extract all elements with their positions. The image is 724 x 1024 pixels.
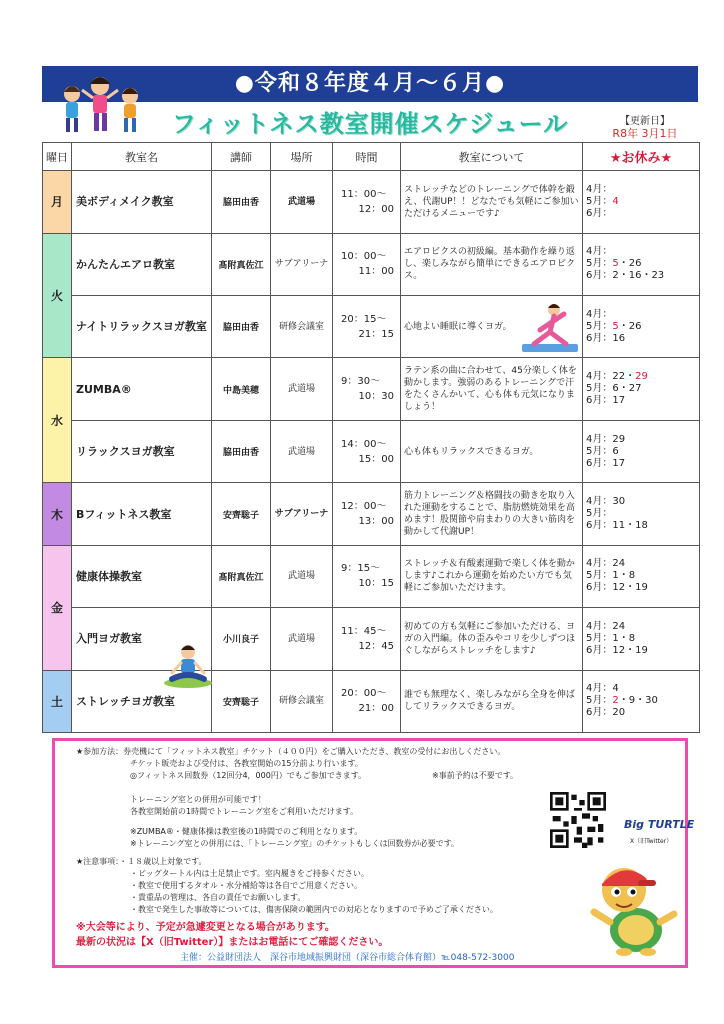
- time-end: 12：45: [358, 640, 394, 652]
- class-name: ZUMBA®: [72, 358, 212, 420]
- class-name: Bフィットネス教室: [72, 483, 212, 545]
- off-apr: 4月：24: [586, 558, 626, 570]
- off-may: [586, 258, 699, 270]
- notice-training-room: トレーニング室との併用が可能です！: [130, 795, 266, 804]
- description-text: 心地よい睡眠に導くヨガ。: [404, 321, 512, 332]
- turtle-mascot: [584, 856, 680, 956]
- off-may-red: 4: [612, 195, 619, 207]
- notice-training-room-detail: 各教室開始前の1時間でトレーニング室をご利用いただけます。: [130, 807, 359, 816]
- off-may: 5月：1・8: [586, 570, 636, 582]
- holidays: [583, 358, 700, 420]
- class-name: ストレッチヨガ教室: [72, 670, 212, 732]
- runners-illustration: [52, 70, 148, 142]
- description: 誰でも無理なく、楽しみながら全身を伸ばしてリラックスできるヨガ。: [401, 670, 583, 732]
- off-may: [586, 321, 699, 333]
- update-date: R8年 3月1日: [612, 127, 678, 140]
- off-may: 5月：6・27: [586, 383, 642, 395]
- instructor: 髙附真佐江: [212, 233, 271, 295]
- off-may: [586, 695, 699, 707]
- holidays: [583, 608, 700, 670]
- off-may: [586, 196, 699, 208]
- place: 武道場: [271, 608, 333, 670]
- table-row: [43, 483, 700, 545]
- off-may: 5月：1・8: [586, 632, 636, 644]
- time-end: 21：15: [358, 328, 394, 340]
- holidays: [583, 171, 700, 233]
- time: [333, 233, 401, 295]
- place: サブアリーナ: [271, 233, 333, 295]
- off-may-pre: 5月：: [586, 320, 613, 332]
- caution-valuables: ・貴重品の管理は、各自の責任でお願いします。: [130, 893, 306, 902]
- day-fri: 金: [43, 545, 72, 670]
- time-start: 10：00～: [341, 251, 387, 263]
- description: エアロビクスの初級編。基本動作を繰り返し、楽しみながら簡単にできるエアロビクス。: [401, 233, 583, 295]
- time: [333, 670, 401, 732]
- description: ラテン系の曲に合わせて、45分楽しく体を動かします。強弱のあるトレーニングで汗をたくさんかいて、心も体も元気になりましょう！: [401, 358, 583, 420]
- time: [333, 608, 401, 670]
- off-apr: 4月：29: [586, 433, 626, 445]
- time-start: 14：00～: [341, 438, 387, 450]
- place: サブアリーナ: [271, 483, 333, 545]
- time: [333, 483, 401, 545]
- place: 武道場: [271, 358, 333, 420]
- table-row: [43, 171, 700, 233]
- holidays: [583, 670, 700, 732]
- time: [333, 545, 401, 607]
- time-start: 12：00～: [341, 501, 387, 512]
- organizer: 主催：公益財団法人 深谷市地域振興財団（深谷市総合体育館）℡048-572-3000: [180, 953, 515, 963]
- day-wed: 水: [43, 358, 72, 483]
- time-start: 11：45～: [341, 625, 387, 637]
- update-label: 【更新日】: [620, 116, 670, 127]
- off-jun: 6月：20: [586, 707, 626, 719]
- off-jun: 6月：: [586, 207, 613, 219]
- day-tue: 火: [43, 233, 72, 358]
- caution-shoes: ・ビッグタートル内は土足禁止です。室内履きをご持参ください。: [130, 869, 369, 878]
- place: 研修会議室: [271, 670, 333, 732]
- warning-check: 最新の状況は【X（旧Twitter）】またはお電話にてご確認ください。: [76, 937, 389, 948]
- time: [333, 171, 401, 233]
- description: 筋力トレーニング＆格闘技の動きを取り入れた運動をすることで、脂肪燃焼効果を高めます！股関節や肩まわりの大きい筋肉を動かして代謝UP！: [401, 483, 583, 545]
- time: [333, 420, 401, 482]
- off-jun: 6月：11・18: [586, 520, 648, 531]
- time-end: 10：30: [358, 391, 394, 403]
- description: 初めての方も気軽にご参加いただける、ヨガの入門編。体の歪みやコリを少しずつほぐしながらストレッチをします♪: [401, 608, 583, 670]
- header-class: 教室名: [72, 143, 212, 171]
- off-may-pre: 5月：: [586, 695, 613, 707]
- off-may-post: ・9・30: [618, 695, 658, 707]
- instructor: 小川良子: [212, 608, 271, 670]
- place: 武道場: [271, 171, 333, 233]
- class-name: リラックスヨガ教室: [72, 420, 212, 482]
- notice-ticket-timing: チケット販売および受付は、各教室開始の15分前より行います。: [130, 759, 363, 768]
- time-end: 21：00: [358, 703, 394, 715]
- place: 研修会議室: [271, 296, 333, 358]
- logo-caption: X（旧Twitter）: [630, 838, 673, 845]
- schedule-subtitle: フィットネス教室開催スケジュール: [171, 110, 569, 138]
- off-apr-red: 29: [635, 371, 648, 383]
- off-apr: 4月：: [586, 308, 613, 320]
- header-instructor: 講師: [212, 143, 271, 171]
- table-row: [43, 670, 700, 732]
- table-row: [43, 233, 700, 295]
- time: [333, 296, 401, 358]
- off-may: 5月：6: [586, 445, 619, 457]
- notice-zumba-note: ※ZUMBA®・健康体操は教室後の1時間でのご利用となります。: [130, 827, 363, 836]
- instructor: 脇田由香: [212, 420, 271, 482]
- header-place: 場所: [271, 143, 333, 171]
- description: [401, 296, 583, 358]
- warning-change: ※大会等により、予定が急遽変更となる場合があります。: [76, 922, 335, 933]
- time-start: 20：00～: [341, 688, 387, 700]
- table-row: [43, 545, 700, 607]
- caution-age: ★注意事項：・１８歳以上対象です。: [76, 857, 207, 866]
- off-jun: 6月：12・19: [586, 582, 648, 594]
- table-row: [43, 608, 700, 670]
- header-holidays: ★お休み★: [583, 143, 700, 171]
- notice-no-reservation: ※事前予約は不要です。: [432, 771, 519, 780]
- time: [333, 358, 401, 420]
- time-start: 11：00～: [341, 188, 387, 200]
- off-may-pre: 5月：: [586, 258, 613, 270]
- instructor: 髙附真佐江: [212, 545, 271, 607]
- time-end: 10：15: [358, 578, 394, 590]
- time-start: 9：30～: [341, 376, 381, 388]
- holidays: [583, 420, 700, 482]
- description: 心も体もリラックスできるヨガ。: [401, 420, 583, 482]
- off-may-post: ・26: [618, 320, 642, 332]
- qr-code[interactable]: [550, 792, 606, 848]
- time-end: 11：00: [358, 266, 394, 278]
- holidays: [583, 296, 700, 358]
- off-may-red: 5: [612, 258, 619, 270]
- table-row: [43, 296, 700, 358]
- off-apr: 4月：24: [586, 620, 626, 632]
- class-name: 入門ヨガ教室: [72, 608, 212, 670]
- place: 武道場: [271, 545, 333, 607]
- table-header-row: [43, 143, 700, 171]
- table-row: [43, 358, 700, 420]
- class-name: 美ボディメイク教室: [72, 171, 212, 233]
- time-end: 12：00: [358, 203, 394, 215]
- big-turtle-logo: Big TURTLE: [624, 818, 695, 831]
- holidays: [583, 233, 700, 295]
- off-may-red: 2: [612, 695, 619, 707]
- holidays: [583, 545, 700, 607]
- off-apr: 4月：4: [586, 683, 619, 695]
- class-name: ナイトリラックスヨガ教室: [72, 296, 212, 358]
- instructor: 中島美穂: [212, 358, 271, 420]
- description: ストレッチ＆有酸素運動で楽しく体を動かします♪これから運動を始めたい方でも気軽にご参加いただけます。: [401, 545, 583, 607]
- caution-insurance: ・教室で発生した事故等については、傷害保険の範囲内での対応となりますので予めご了承ください。: [130, 905, 498, 914]
- off-jun: 6月：12・19: [586, 644, 648, 656]
- header-about: 教室について: [401, 143, 583, 171]
- caution-towel: ・教室で使用するタオル・水分補給等は各自でご用意ください。: [130, 881, 362, 890]
- notice-coupon: ◎フィットネス回数券（12回分4，000円）でもご参加できます。: [130, 771, 367, 780]
- off-jun: 6月：2・16・23: [586, 270, 665, 282]
- instructor: 脇田由香: [212, 171, 271, 233]
- day-mon: 月: [43, 171, 72, 233]
- off-may-pre: 5月：: [586, 195, 613, 207]
- off-jun: 6月：17: [586, 395, 626, 407]
- off-may-red: 5: [612, 320, 619, 332]
- meditation-illustration: [162, 643, 214, 689]
- off-may-post: ・26: [618, 258, 642, 270]
- off-may: 5月：: [586, 508, 613, 519]
- off-apr: 4月：: [586, 183, 613, 195]
- header-time: 時間: [333, 143, 401, 171]
- off-apr: 4月：: [586, 246, 613, 258]
- instructor: 脇田由香: [212, 296, 271, 358]
- yoga-pose-illustration: [520, 300, 580, 354]
- day-sat: 土: [43, 670, 72, 732]
- place: 武道場: [271, 420, 333, 482]
- time-start: 9：15～: [341, 563, 381, 575]
- off-apr: [586, 371, 699, 383]
- notice-training-ticket: ※トレーニング室との併用には、「トレーニング室」のチケットもしくは回数券が必要です。: [130, 839, 460, 848]
- banner-title: ●令和８年度４月～６月●: [234, 71, 506, 96]
- schedule-table: [42, 142, 700, 733]
- time-end: 15：00: [358, 453, 394, 465]
- off-apr-pre: 4月：22・: [586, 371, 636, 383]
- header-day: 曜日: [43, 143, 72, 171]
- holidays: [583, 483, 700, 545]
- off-jun: 6月：17: [586, 457, 626, 469]
- class-name: かんたんエアロ教室: [72, 233, 212, 295]
- table-row: [43, 420, 700, 482]
- instructor: 安齊聡子: [212, 670, 271, 732]
- day-thu: 木: [43, 483, 72, 545]
- off-jun: 6月：16: [586, 332, 626, 344]
- time-end: 13：00: [358, 516, 394, 527]
- description: ストレッチなどのトレーニングで体幹を鍛え、代謝UP！！どなたでも気軽にご参加いただけるメニューです♪: [401, 171, 583, 233]
- instructor: 安齊聡子: [212, 483, 271, 545]
- class-name: 健康体操教室: [72, 545, 212, 607]
- notice-participation: ★参加方法：券売機にて「フィットネス教室」チケット（４００円）をご購入いただき、教室の受付にお出しください。: [76, 747, 506, 756]
- time-start: 20：15～: [341, 313, 387, 325]
- off-apr: 4月：30: [586, 496, 626, 507]
